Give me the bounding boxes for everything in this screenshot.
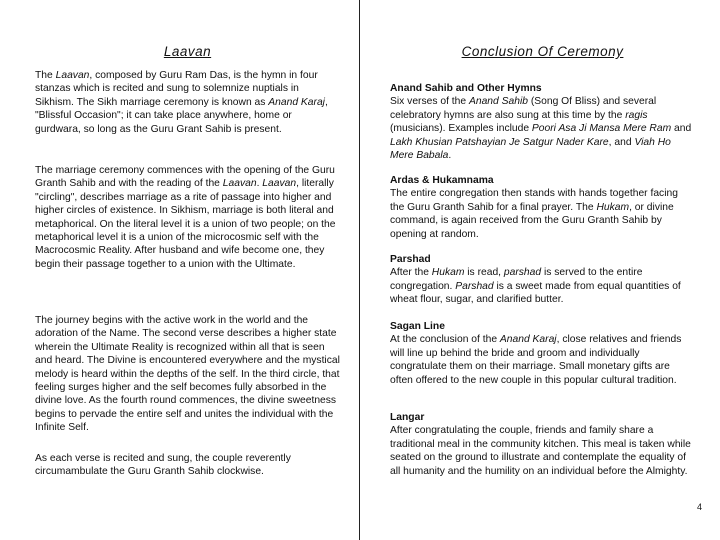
laavan-paragraph-1: The Laavan, composed by Guru Ram Das, is the hymn in four stanzas which is recited and sung to solemnize nuptials in Sikhism. The Sikh marriage ceremony is known as Anand Karaj, "Blissful Occasion"; it can take place anywhere, home or gurdwara, so long as the Guru Grant Sahib is present.: [35, 70, 328, 135]
laavan-paragraph-2: The marriage ceremony commences with the opening of the Guru Granth Sahib and with the reading of the Laavan. Laavan, literally "circling", describes marriage as a rite of passage into higher and higher circles of existence. In Sikhism, marriage is both literal and metaphorical. On the literal level it is a union of two people; on the metaphorical level it is a union of the microcosmic self with the Macrocosmic Reality. After husband and wife become one, they begin their passage together to a union with the Ultimate.: [35, 165, 336, 270]
section-heading: Langar: [390, 412, 425, 423]
section-heading: Parshad: [390, 254, 431, 265]
page-number: 4: [697, 502, 703, 512]
column-divider: [359, 0, 360, 540]
section-ardas: Ardas & Hukamnama The entire congregation then stands with hands together facing the Guru Granth Sahib for a final prayer. The Hukam, or divine command, is again received from the Guru Granth Sahib by opening at random.: [390, 175, 678, 240]
section-heading: Anand Sahib and Other Hymns: [390, 83, 542, 94]
section-parshad: Parshad After the Hukam is read, parshad is served to the entire congregation. Parshad is a sweet made from equal quantities of wheat flour, sugar, and clarified butter.: [390, 254, 681, 306]
section-heading: Sagan Line: [390, 321, 445, 332]
section-anand-sahib: Anand Sahib and Other Hymns Six verses of the Anand Sahib (Song Of Bliss) and several celebratory hymns are also sung at this time by the ragis (musicians). Examples include Poori Asa Ji Mansa Mere Ram and Lakh Khusian Patshayian Je Satgur Nader Kare, and Viah Ho Mere Babala.: [390, 83, 692, 162]
laavan-paragraph-4: As each verse is recited and sung, the couple reverently circumambulate the Guru Granth Sahib clockwise.: [35, 453, 291, 478]
section-heading: Ardas & Hukamnama: [390, 175, 494, 186]
laavan-paragraph-3: The journey begins with the active work in the world and the adoration of the Name. The second verse describes a higher state wherein the Ultimate Reality is recognized within all that is seen and heard. The Divine is encountered everywhere and the mystical melody is heard within the depths of the self. In the third circle, that feeling surges higher and the self becomes fully absorbed in the divine love. As the fourth round commences, the divine sweetness begins to pervade the entire self and unites the individual with the Infinite Self.: [35, 315, 340, 434]
section-sagan-line: Sagan Line At the conclusion of the Anand Karaj, close relatives and friends will line up behind the bride and groom and individually congratulate them on their marriage. Small monetary gifts are often offered to the new couple in this popular cultural tradition.: [390, 321, 682, 386]
laavan-title: Laavan: [163, 44, 212, 59]
conclusion-title: Conclusion Of Ceremony: [461, 44, 624, 59]
section-langar: Langar After congratulating the couple, friends and family share a traditional meal in the community kitchen. This meal is taken while seated on the ground to illustrate and contemplate the equality of all humanity and the humility on an individual before the Almighty.: [390, 412, 691, 477]
